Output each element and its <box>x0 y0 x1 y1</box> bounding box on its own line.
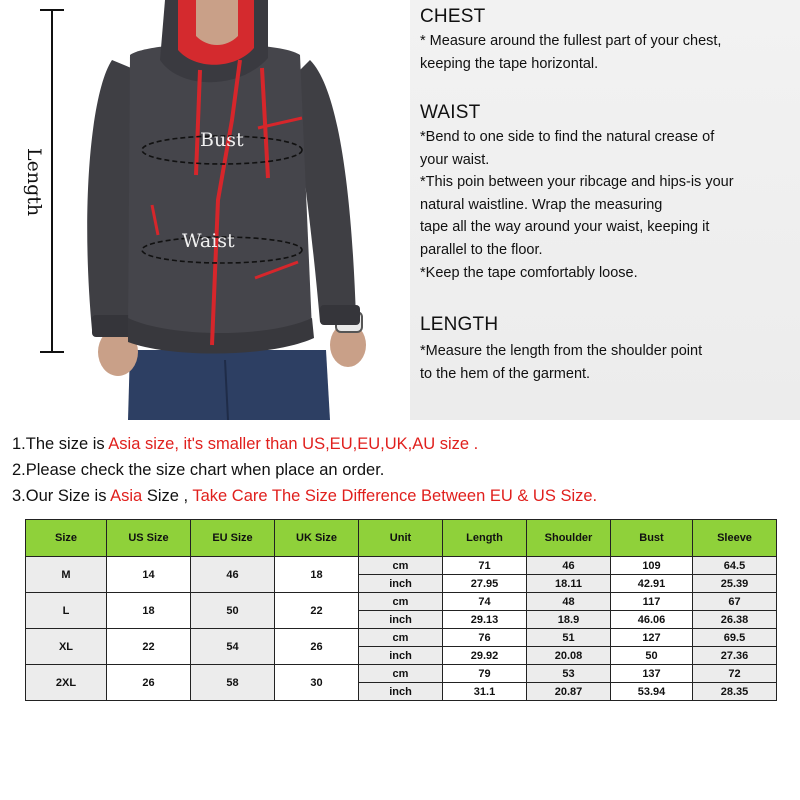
bust-cell: 137 <box>611 665 693 683</box>
chest-instructions <box>420 30 721 75</box>
bust-cell: 46.06 <box>611 611 693 629</box>
note-highlight: Take Care The Size Difference Between EU & US Size. <box>192 487 598 505</box>
shoulder-cell: 20.08 <box>527 647 611 665</box>
table-row <box>26 665 777 683</box>
eu-size-cell: 50 <box>191 593 275 629</box>
length-heading: LENGTH <box>420 314 499 335</box>
bust-cell: 42.91 <box>611 575 693 593</box>
shoulder-cell: 20.87 <box>527 683 611 701</box>
sleeve-cell: 69.5 <box>693 629 777 647</box>
note-line-2 <box>12 457 792 483</box>
length-line: *Measure the length from the shoulder point <box>420 343 703 359</box>
shoulder-cell: 18.11 <box>527 575 611 593</box>
chest-heading: CHEST <box>420 6 486 27</box>
measurement-instructions <box>410 0 800 420</box>
waist-line: *Keep the tape comfortably loose. <box>420 264 638 281</box>
eu-size-cell: 58 <box>191 665 275 701</box>
us-size-cell: 26 <box>107 665 191 701</box>
sleeve-cell: 27.36 <box>693 647 777 665</box>
unit-cell: inch <box>359 683 443 701</box>
waist-heading: WAIST <box>420 102 481 123</box>
size-cell: M <box>26 557 107 593</box>
note-highlight: Asia size, it's smaller than US,EU,EU,UK,AU size . <box>108 435 479 453</box>
unit-cell: cm <box>359 665 443 683</box>
chest-line: keeping the tape horizontal. <box>420 55 599 72</box>
sleeve-cell: 64.5 <box>693 557 777 575</box>
uk-size-cell: 18 <box>275 557 359 593</box>
size-cell: L <box>26 593 107 629</box>
table-row <box>26 593 777 611</box>
note-highlight: Asia <box>110 487 143 505</box>
length-line: to the hem of the garment. <box>420 365 591 382</box>
length-cell: 29.92 <box>443 647 527 665</box>
unit-cell: inch <box>359 611 443 629</box>
size-chart-table <box>25 519 777 701</box>
column-header: Length <box>443 520 527 557</box>
bust-cell: 117 <box>611 593 693 611</box>
length-cell: 29.13 <box>443 611 527 629</box>
shoulder-cell: 53 <box>527 665 611 683</box>
waist-line: *This poin between your ribcage and hips-is your <box>420 174 734 191</box>
length-cell: 76 <box>443 629 527 647</box>
waist-line: your waist. <box>420 151 490 168</box>
column-header: Bust <box>611 520 693 557</box>
note-text: 2.Please check the size chart when place an order. <box>12 461 385 479</box>
bust-cell: 109 <box>611 557 693 575</box>
unit-cell: cm <box>359 629 443 647</box>
size-notes <box>12 431 792 509</box>
length-cell: 31.1 <box>443 683 527 701</box>
bust-label: Bust <box>200 129 244 151</box>
length-cell: 71 <box>443 557 527 575</box>
shoulder-cell: 46 <box>527 557 611 575</box>
chest-line: * Measure around the fullest part of your chest, <box>420 33 722 49</box>
length-cell: 79 <box>443 665 527 683</box>
column-header: US Size <box>107 520 191 557</box>
uk-size-cell: 30 <box>275 665 359 701</box>
unit-cell: cm <box>359 593 443 611</box>
eu-size-cell: 54 <box>191 629 275 665</box>
column-header: Sleeve <box>693 520 777 557</box>
shoulder-cell: 18.9 <box>527 611 611 629</box>
size-cell: XL <box>26 629 107 665</box>
length-cell: 74 <box>443 593 527 611</box>
us-size-cell: 14 <box>107 557 191 593</box>
bust-cell: 127 <box>611 629 693 647</box>
sleeve-cell: 26.38 <box>693 611 777 629</box>
us-size-cell: 18 <box>107 593 191 629</box>
table-row <box>26 557 777 575</box>
unit-cell: inch <box>359 647 443 665</box>
uk-size-cell: 22 <box>275 593 359 629</box>
waist-line: natural waistline. Wrap the measuring <box>420 196 663 213</box>
waist-line: tape all the way around your waist, keeping it <box>420 219 710 236</box>
unit-cell: cm <box>359 557 443 575</box>
note-line-3 <box>12 483 792 509</box>
length-label: Length <box>23 148 45 217</box>
note-text: 3.Our Size is <box>12 487 111 505</box>
us-size-cell: 22 <box>107 629 191 665</box>
waist-line: *Bend to one side to find the natural crease of <box>420 129 715 145</box>
column-header: EU Size <box>191 520 275 557</box>
bust-cell: 50 <box>611 647 693 665</box>
shoulder-cell: 48 <box>527 593 611 611</box>
length-cell: 27.95 <box>443 575 527 593</box>
size-cell: 2XL <box>26 665 107 701</box>
waist-line: parallel to the floor. <box>420 241 543 258</box>
sleeve-cell: 25.39 <box>693 575 777 593</box>
sleeve-cell: 72 <box>693 665 777 683</box>
note-text: 1.The size is <box>12 435 109 453</box>
note-text: Size , <box>142 487 193 505</box>
column-header: UK Size <box>275 520 359 557</box>
sleeve-cell: 67 <box>693 593 777 611</box>
column-header: Size <box>26 520 107 557</box>
shoulder-cell: 51 <box>527 629 611 647</box>
eu-size-cell: 46 <box>191 557 275 593</box>
product-photo <box>0 0 410 420</box>
table-header-row <box>26 520 777 557</box>
measurement-guides <box>0 0 410 420</box>
bust-cell: 53.94 <box>611 683 693 701</box>
sleeve-cell: 28.35 <box>693 683 777 701</box>
column-header: Shoulder <box>527 520 611 557</box>
length-instructions <box>420 340 702 385</box>
note-line-1 <box>12 431 792 457</box>
unit-cell: inch <box>359 575 443 593</box>
table-row <box>26 629 777 647</box>
waist-label: Waist <box>182 230 235 252</box>
uk-size-cell: 26 <box>275 629 359 665</box>
waist-instructions <box>420 126 734 284</box>
column-header: Unit <box>359 520 443 557</box>
